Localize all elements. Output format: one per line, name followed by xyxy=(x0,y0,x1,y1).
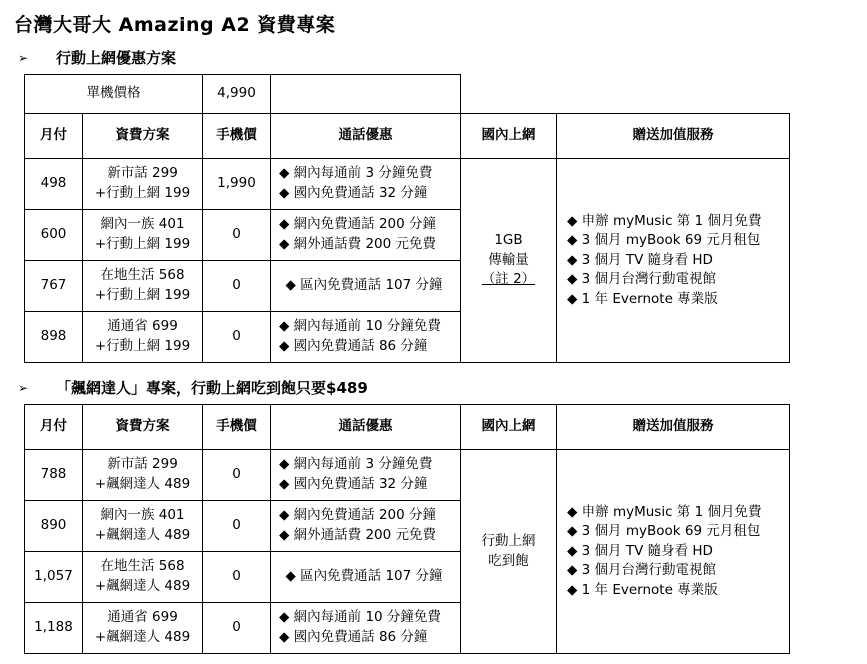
table-header-row-2 xyxy=(25,405,790,450)
cell-value-added xyxy=(557,159,790,363)
call-line-1: ◆ 網內免費通話 200 分鐘 xyxy=(279,507,437,524)
call-line-2: ◆ 網外通話費 200 元免費 xyxy=(279,527,437,543)
header-data: 國內上網 xyxy=(461,114,557,159)
plan-line-1: 網內一族 401 xyxy=(100,507,185,524)
plan-line-2: +飆網達人 489 xyxy=(94,578,191,594)
cell-plan xyxy=(83,159,203,210)
cell-data-plan xyxy=(461,159,557,363)
plan-line-2: +行動上網 199 xyxy=(94,338,191,354)
section-heading-2-text: 「飆網達人」專案，行動上網吃到飽只要$489 xyxy=(56,379,368,397)
plan-line-2: +飆網達人 489 xyxy=(94,629,191,645)
cell-call-benefit xyxy=(271,501,461,552)
header-data: 國內上網 xyxy=(461,405,557,450)
cell-plan xyxy=(83,603,203,654)
cell-plan xyxy=(83,552,203,603)
data-line-3: （註 2） xyxy=(481,271,536,288)
cell-phone-price: 0 xyxy=(203,450,271,501)
benefit-line-2: ◆ 3 個月 myBook 69 元月租包 xyxy=(567,523,761,540)
plan-line-1: 新市話 299 xyxy=(107,456,178,473)
table-row xyxy=(25,450,790,501)
plan-line-2: +飆網達人 489 xyxy=(94,476,191,492)
header-call-benefit: 通話優惠 xyxy=(271,114,461,159)
single-price-blank-1 xyxy=(271,75,461,114)
cell-phone-price: 0 xyxy=(203,261,271,312)
benefit-line-2: ◆ 3 個月 myBook 69 元月租包 xyxy=(567,232,761,249)
call-line-1: ◆ 區內免費通話 107 分鐘 xyxy=(285,568,443,585)
call-line-1: ◆ 區內免費通話 107 分鐘 xyxy=(285,277,443,294)
cell-plan xyxy=(83,312,203,363)
header-value-added: 贈送加值服務 xyxy=(557,405,790,450)
header-phone-price: 手機價 xyxy=(203,114,271,159)
call-line-1: ◆ 網內每通前 3 分鐘免費 xyxy=(279,456,433,473)
plan-line-1: 通通省 699 xyxy=(107,318,178,335)
call-line-2: ◆ 國內免費通話 86 分鐘 xyxy=(279,338,428,354)
data-line-2: 吃到飽 xyxy=(488,552,529,569)
cell-plan xyxy=(83,450,203,501)
cell-call-benefit xyxy=(271,552,461,603)
benefit-line-3: ◆ 3 個月 TV 隨身看 HD xyxy=(567,251,713,268)
benefit-line-3: ◆ 3 個月 TV 隨身看 HD xyxy=(567,542,713,559)
single-price-value: 4,990 xyxy=(203,75,271,114)
benefit-line-5: ◆ 1 年 Evernote 專業版 xyxy=(567,290,718,307)
plan-line-1: 在地生活 568 xyxy=(100,558,185,575)
call-line-2: ◆ 國內免費通話 32 分鐘 xyxy=(279,185,428,201)
call-line-1: ◆ 網內免費通話 200 分鐘 xyxy=(279,216,437,233)
benefit-line-5: ◆ 1 年 Evernote 專業版 xyxy=(567,581,718,598)
cell-data-plan xyxy=(461,450,557,654)
benefit-line-1: ◆ 申辦 myMusic 第 1 個月免費 xyxy=(567,503,762,520)
plan-line-1: 網內一族 401 xyxy=(100,216,185,233)
rate-table-2 xyxy=(24,404,790,654)
cell-value-added xyxy=(557,450,790,654)
data-line-1: 行動上網 xyxy=(481,532,536,549)
cell-call-benefit xyxy=(271,450,461,501)
single-price-label: 單機價格 xyxy=(25,75,203,114)
cell-call-benefit xyxy=(271,210,461,261)
header-value-added: 贈送加值服務 xyxy=(557,114,790,159)
cell-monthly: 1,188 xyxy=(25,603,83,654)
header-monthly: 月付 xyxy=(25,405,83,450)
single-price-blank-3 xyxy=(557,75,790,114)
arrow-bullet-icon: ➢ xyxy=(18,50,29,65)
cell-phone-price: 0 xyxy=(203,210,271,261)
benefit-line-1: ◆ 申辦 myMusic 第 1 個月免費 xyxy=(567,212,762,229)
header-monthly: 月付 xyxy=(25,114,83,159)
header-call-benefit: 通話優惠 xyxy=(271,405,461,450)
call-line-1: ◆ 網內每通前 10 分鐘免費 xyxy=(279,609,441,626)
cell-monthly: 767 xyxy=(25,261,83,312)
cell-phone-price: 0 xyxy=(203,552,271,603)
header-plan: 資費方案 xyxy=(83,114,203,159)
cell-monthly: 600 xyxy=(25,210,83,261)
section-heading-1 xyxy=(18,47,855,68)
data-line-2: 傳輸量 xyxy=(488,251,529,268)
call-line-1: ◆ 網內每通前 10 分鐘免費 xyxy=(279,318,441,335)
cell-plan xyxy=(83,501,203,552)
cell-call-benefit xyxy=(271,312,461,363)
cell-monthly: 898 xyxy=(25,312,83,363)
cell-call-benefit xyxy=(271,603,461,654)
call-line-2: ◆ 網外通話費 200 元免費 xyxy=(279,236,437,252)
table-row xyxy=(25,159,790,210)
plan-line-2: +行動上網 199 xyxy=(94,185,191,201)
cell-monthly: 1,057 xyxy=(25,552,83,603)
call-line-2: ◆ 國內免費通話 32 分鐘 xyxy=(279,476,428,492)
page-title: 台灣大哥大 Amazing A2 資費專案 xyxy=(14,14,336,36)
rate-table-1 xyxy=(24,74,790,363)
call-line-1: ◆ 網內每通前 3 分鐘免費 xyxy=(279,165,433,182)
cell-phone-price: 0 xyxy=(203,312,271,363)
data-line-1: 1GB xyxy=(494,232,523,249)
header-phone-price: 手機價 xyxy=(203,405,271,450)
plan-line-2: +飆網達人 489 xyxy=(94,527,191,543)
benefit-line-4: ◆ 3 個月台灣行動電視館 xyxy=(567,562,717,579)
single-price-row xyxy=(25,75,790,114)
plan-line-1: 通通省 699 xyxy=(107,609,178,626)
cell-phone-price: 1,990 xyxy=(203,159,271,210)
cell-monthly: 498 xyxy=(25,159,83,210)
cell-plan xyxy=(83,261,203,312)
cell-monthly: 890 xyxy=(25,501,83,552)
cell-phone-price: 0 xyxy=(203,501,271,552)
plan-line-2: +行動上網 199 xyxy=(94,236,191,252)
call-line-2: ◆ 國內免費通話 86 分鐘 xyxy=(279,629,428,645)
arrow-bullet-icon: ➢ xyxy=(18,380,29,395)
header-plan: 資費方案 xyxy=(83,405,203,450)
plan-line-1: 新市話 299 xyxy=(107,165,178,182)
plan-line-1: 在地生活 568 xyxy=(100,267,185,284)
cell-plan xyxy=(83,210,203,261)
single-price-blank-2 xyxy=(461,75,557,114)
plan-line-2: +行動上網 199 xyxy=(94,287,191,303)
table-header-row-1 xyxy=(25,114,790,159)
cell-call-benefit xyxy=(271,261,461,312)
cell-call-benefit xyxy=(271,159,461,210)
cell-phone-price: 0 xyxy=(203,603,271,654)
benefit-line-4: ◆ 3 個月台灣行動電視館 xyxy=(567,271,717,288)
cell-monthly: 788 xyxy=(25,450,83,501)
section-heading-1-text: 行動上網優惠方案 xyxy=(56,49,177,67)
section-heading-2 xyxy=(18,377,855,398)
